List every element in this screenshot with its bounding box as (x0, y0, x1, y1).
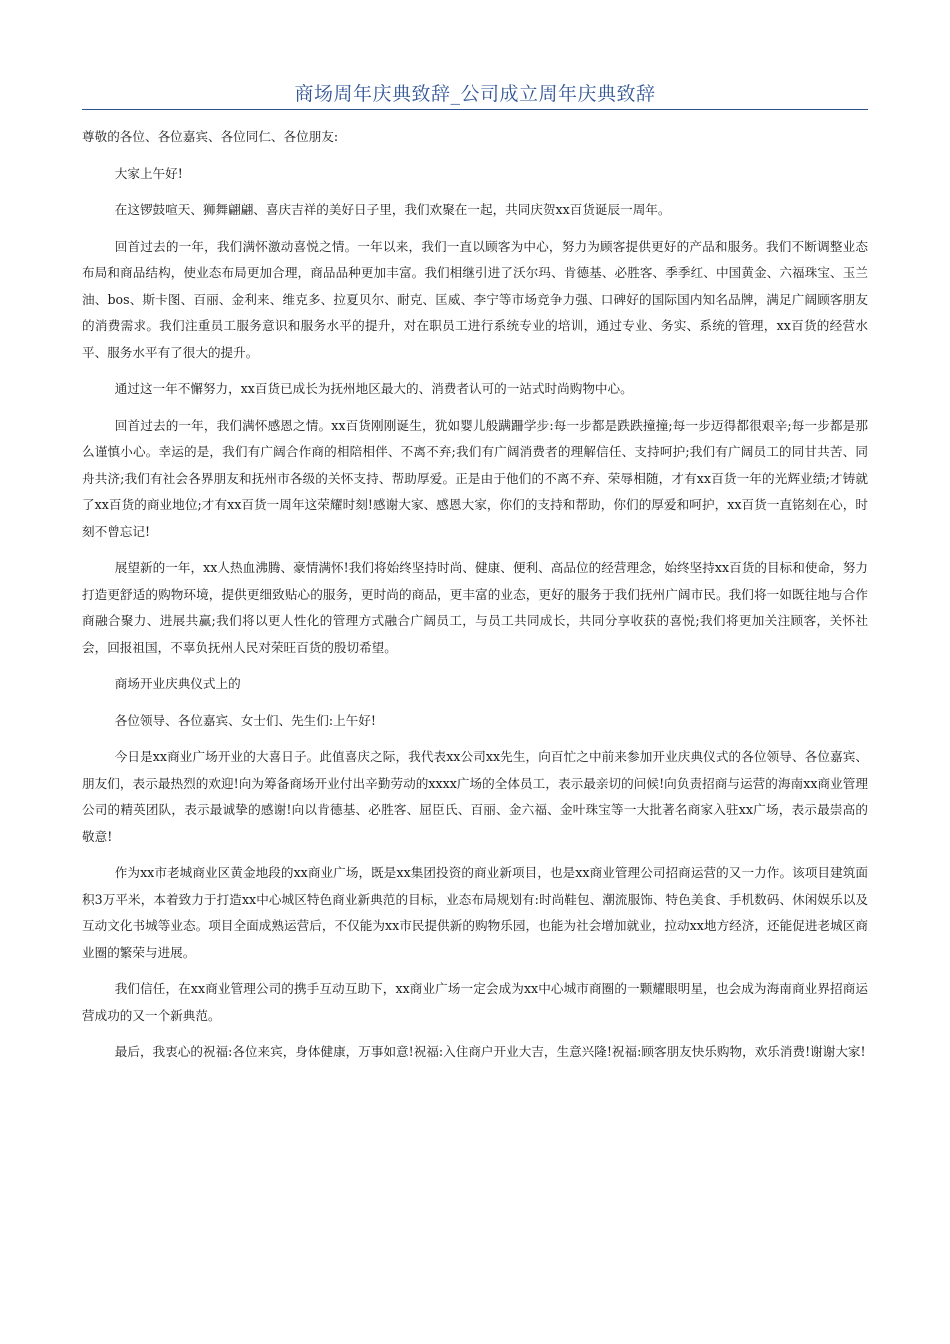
paragraph-closing: 最后，我衷心的祝福:各位来宾，身体健康，万事如意!祝福:入住商户开业大吉，生意兴隆!祝福:顾客朋友快乐购物，欢乐消费!谢谢大家! (114, 1044, 866, 1059)
paragraph: 作为xx市老城商业区黄金地段的xx商业广场，既是xx集团投资的商业新项目，也是xx商业管理公司招商运营的又一力作。该项目建筑面积3万平米，本着致力于打造xx中心城区特色商业新典范的目标，业态布局规划有:时尚鞋包、潮流服饰、特色美食、手机数码、休闲娱乐以及互动文化书城等业态。项目全面成熟运营后，不仅能为xx市民提供新的购物乐园，也能为社会增加就业，拉动xx地方经济，还能促进老城区商业圈的繁荣与进展。 (82, 865, 868, 960)
document-title: 商场周年庆典致辞_公司成立周年庆典致辞 (294, 83, 656, 105)
paragraph: 今日是xx商业广场开业的大喜日子。此值喜庆之际，我代表xx公司xx先生，向百忙之中前来参加开业庆典仪式的各位领导、各位嘉宾、朋友们，表示最热烈的欢迎!向为筹备商场开业付出辛勤劳动的xxxx广场的全体员工，表示最亲切的问候!向负责招商与运营的海南xx商业管理公司的精英团队，表示最诚挚的感谢!向以肯德基、必胜客、屈臣氏、百丽、金六福、金叶珠宝等一大批著名商家入驻xx广场，表示最崇高的敬意! (82, 749, 868, 844)
paragraph: 我们信任，在xx商业管理公司的携手互动互助下，xx商业广场一定会成为xx中心城市商圈的一颗耀眼明星，也会成为海南商业界招商运营成功的又一个新典范。 (82, 981, 868, 1023)
paragraph: 在这锣鼓喧天、狮舞翩翩、喜庆吉祥的美好日子里，我们欢聚在一起，共同庆贺xx百货诞辰一周年。 (114, 202, 671, 217)
paragraph: 通过这一年不懈努力，xx百货已成长为抚州地区最大的、消费者认可的一站式时尚购物中心。 (114, 381, 633, 396)
title-underline (82, 109, 868, 110)
paragraph: 回首过去的一年，我们满怀激动喜悦之情。一年以来，我们一直以顾客为中心，努力为顾客提供更好的产品和服务。我们不断调整业态布局和商品结构，使业态布局更加合理，商品品种更加丰富。我们相继引进了沃尔玛、肯德基、必胜客、季季红、中国黄金、六福珠宝、玉兰油、bos、斯卡图、百丽、金利来、维克多、拉夏贝尔、耐克、匡威、李宁等市场竞争力强、口碑好的国际国内知名品牌，满足广阔顾客朋友的消费需求。我们注重员工服务意识和服务水平的提升，对在职员工进行系统专业的培训，通过专业、务实、系统的管理，xx百货的经营水平、服务水平有了很大的提升。 (82, 238, 868, 360)
paragraph: 回首过去的一年，我们满怀感恩之情。xx百货刚刚诞生，犹如婴儿般蹒跚学步:每一步都是跌跌撞撞;每一步迈得都很艰辛;每一步都是那么谨慎小心。幸运的是，我们有广阔合作商的相陪相伴、不离不弃;我们有广阔消费者的理解信任、支持呵护;我们有广阔员工的同甘共苦、同舟共济;我们有社会各界朋友和抚州市各级的关怀支持、帮助厚爱。正是由于他们的不离不弃、荣辱相随，才有xx百货一年的光辉业绩;才铸就了xx百货的商业地位;才有xx百货一周年这荣耀时刻!感谢大家、感恩大家，你们的支持和帮助，你们的厚爱和呵护，xx百货一直铭刻在心，时刻不曾忘记! (82, 417, 868, 539)
paragraph: 展望新的一年，xx人热血沸腾、豪情满怀!我们将始终坚持时尚、健康、便利、高品位的经营理念，始终坚持xx百货的目标和使命，努力打造更舒适的购物环境，提供更细致贴心的服务，更时尚的商品，更丰富的业态，更好的服务于我们抚州广阔市民。我们将一如既往地与合作商融合聚力、进展共赢;我们将以更人性化的管理方式融合广阔员工，与员工共同成长，共同分享收获的喜悦;我们将更加关注顾客，关怀社会，回报祖国，不辜负抚州人民对荣旺百货的殷切希望。 (82, 560, 868, 655)
section-heading: 商场开业庆典仪式上的 (114, 676, 241, 691)
paragraph-salutation: 尊敬的各位、各位嘉宾、各位同仁、各位朋友: (82, 129, 339, 144)
document-body (82, 124, 868, 1076)
paragraph-greeting: 大家上午好! (114, 165, 183, 181)
paragraph-greeting: 各位领导、各位嘉宾、女士们、先生们:上午好! (114, 712, 376, 728)
